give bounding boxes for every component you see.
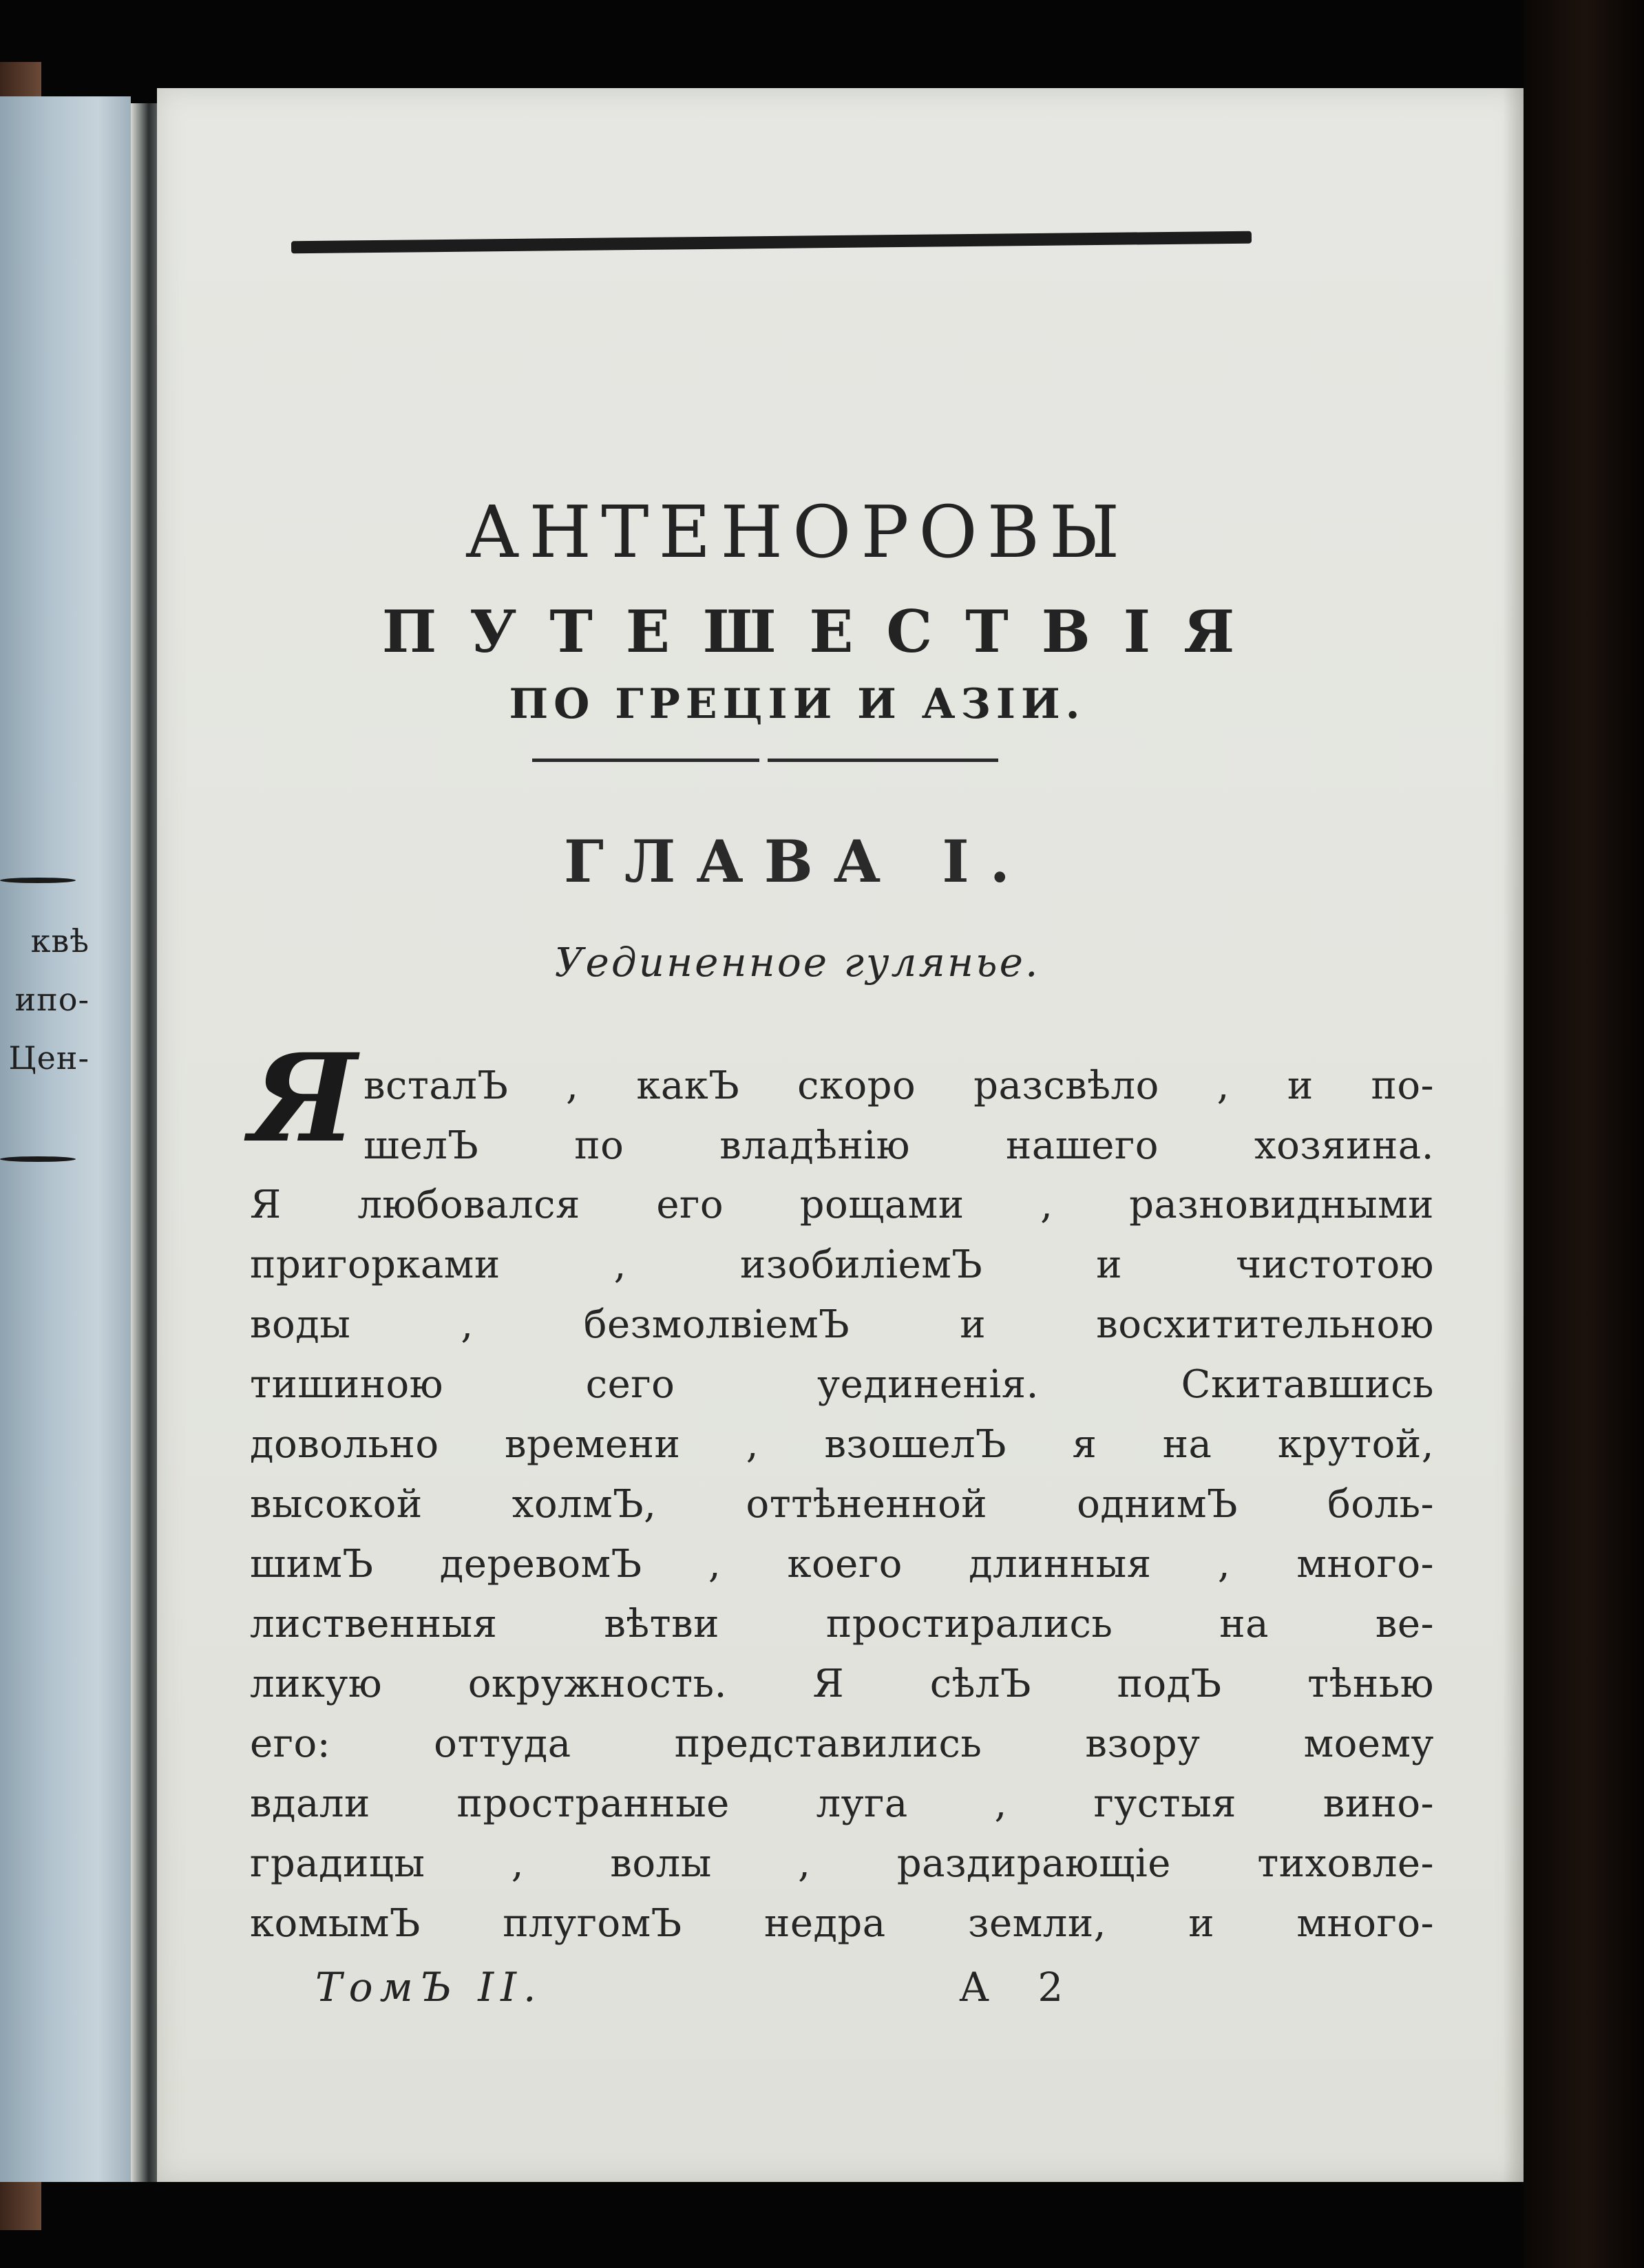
drop-cap: Я	[250, 1027, 357, 1169]
body-line: его: оттуда представились взору моему	[250, 1721, 1434, 1766]
body-line: ликую окружность. Я сѣлЪ подЪ тѣнью	[250, 1662, 1434, 1706]
body-line: градицы , волы , раздирающіе тиховле-	[250, 1841, 1434, 1886]
divider-rule-right	[768, 759, 998, 762]
left-fragment-line: квѣ	[30, 922, 89, 960]
body-line: тишиною сего уединенія. Скитавшись	[250, 1362, 1434, 1407]
header-rule	[291, 231, 1252, 254]
body-line: шимЪ деревомЪ , коего длинныя , много-	[250, 1542, 1434, 1587]
chapter-subtitle: Уединенное гулянье.	[554, 939, 1040, 986]
ornament-swash-bottom	[0, 1156, 76, 1162]
body-line: комымЪ плугомЪ недра земли, и много-	[250, 1901, 1434, 1946]
body-line: воды , безмолвіемЪ и восхитительною	[250, 1302, 1434, 1347]
body-line: вдали пространные луга , густыя вино-	[250, 1781, 1434, 1826]
footer-volume: ТомЪ II.	[315, 1964, 543, 2011]
footer-signature: А 2	[959, 1964, 1082, 2011]
title-line-1: АНТЕНОРОВЫ	[465, 490, 1130, 574]
previous-page-fragment	[0, 96, 131, 2182]
body-line: Я любовался его рощами , разновидными	[250, 1183, 1434, 1227]
title-line-2: ПУТЕШЕСТВІЯ	[381, 597, 1268, 666]
body-line: всталЪ , какЪ скоро разсвѣло , и по-	[363, 1063, 1434, 1108]
body-line: лиственныя вѣтви простирались на ве-	[250, 1602, 1434, 1646]
page-edge-shadow	[1503, 88, 1524, 2182]
body-line: пригорками , изобиліемЪ и чистотою	[250, 1242, 1434, 1287]
divider-rule-left	[532, 759, 759, 762]
book-gutter	[131, 103, 158, 2182]
left-fragment-line: ипо-	[14, 981, 89, 1018]
body-line: довольно времени , взошелЪ я на крутой,	[250, 1422, 1434, 1467]
ornament-swash-top	[0, 878, 76, 883]
book-page	[157, 88, 1524, 2182]
book-cover-right	[1524, 0, 1644, 2268]
left-fragment-line: Цен-	[8, 1039, 89, 1077]
body-line: шелЪ по владѣнію нашего хозяина.	[363, 1123, 1434, 1168]
chapter-heading: ГЛАВА I.	[564, 827, 1031, 895]
title-line-3: ПО ГРЕЦІИ И АЗІИ.	[509, 680, 1086, 728]
body-line: высокой холмЪ, оттѣненной однимЪ боль-	[250, 1482, 1434, 1527]
